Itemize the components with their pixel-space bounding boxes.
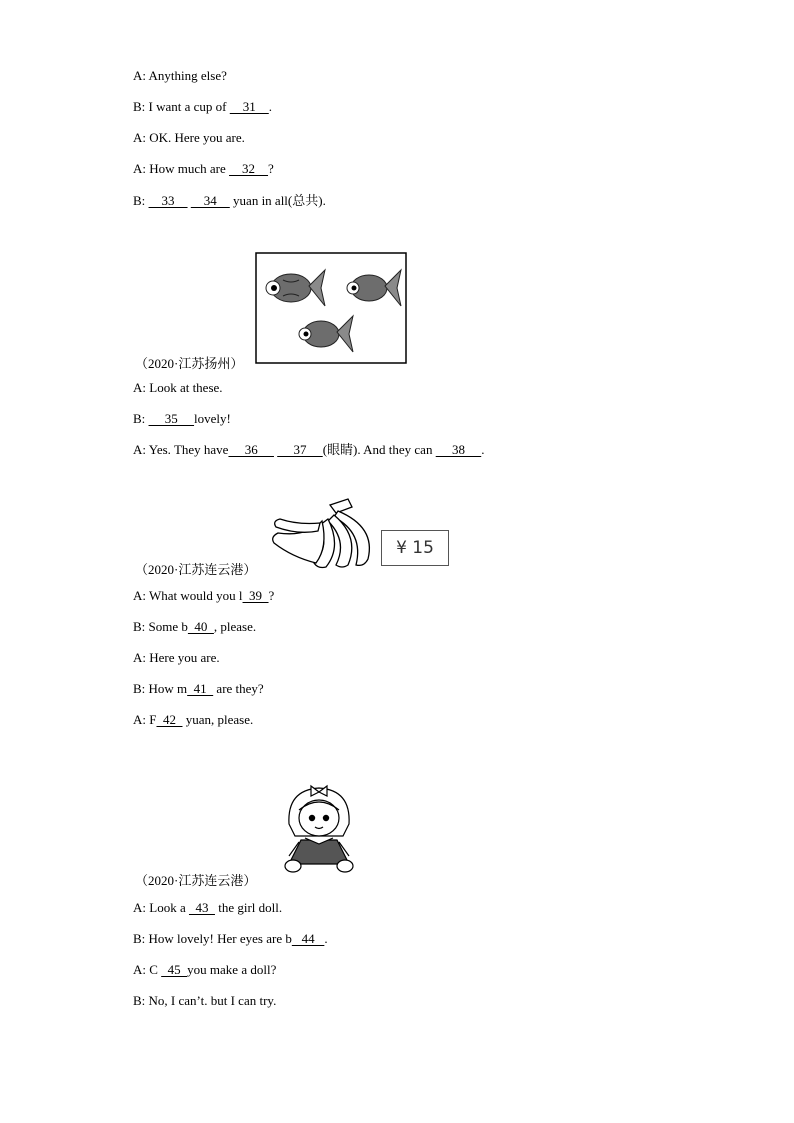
doll-icon <box>285 786 353 872</box>
answer-blank[interactable]: 39 <box>242 588 269 603</box>
dialog-line: B: 33 34 yuan in all(总共). <box>133 193 326 208</box>
dialog-line: A: Look a 43 the girl doll. <box>133 900 283 915</box>
dialog-line: A: How much are 32 ? <box>133 161 274 176</box>
dialog-line: B: How m 41 are they? <box>133 681 264 696</box>
dialog-line: B: No, I can’t. but I can try. <box>133 993 277 1008</box>
answer-blank[interactable]: 43 <box>188 900 215 915</box>
price-tag: ¥ 15 <box>381 530 449 566</box>
dialog-line: B: 35 lovely! <box>133 411 231 426</box>
source-label: （2020·江苏连云港） <box>135 562 257 577</box>
dialog-line: A: Here you are. <box>133 650 220 665</box>
dialog-line: A: What would you l 39 ? <box>133 588 275 603</box>
banana-bunch-picture <box>268 497 382 569</box>
dialog-line: B: Some b 40 , please. <box>133 619 257 634</box>
girl-doll-picture <box>283 780 355 876</box>
dialog-line: A: OK. Here you are. <box>133 130 245 145</box>
answer-blank[interactable]: 35 <box>148 411 195 426</box>
answer-blank[interactable]: 34 <box>190 193 230 208</box>
answer-blank[interactable]: 33 <box>148 193 188 208</box>
dialog-line: B: How lovely! Her eyes are b 44 . <box>133 931 328 946</box>
dialog-line: B: I want a cup of 31 . <box>133 99 273 114</box>
answer-blank[interactable]: 38 <box>435 442 482 457</box>
banana-icon <box>273 499 370 568</box>
source-label: （2020·江苏连云港） <box>135 873 257 888</box>
dialog-line: A: Yes. They have 36 37 (眼睛). And they can 38 . <box>133 442 485 457</box>
answer-blank[interactable]: 31 <box>229 99 269 114</box>
dialog-line: A: C 45 you make a doll? <box>133 962 277 977</box>
source-label: （2020·江苏扬州） <box>135 356 244 371</box>
answer-blank[interactable]: 32 <box>229 161 269 176</box>
answer-blank[interactable]: 45 <box>161 962 188 977</box>
answer-blank[interactable]: 41 <box>187 681 214 696</box>
answer-blank[interactable]: 36 <box>228 442 274 457</box>
answer-blank[interactable]: 40 <box>187 619 214 634</box>
dialog-line: A: F 42 yuan, please. <box>133 712 254 727</box>
answer-blank[interactable]: 42 <box>156 712 183 727</box>
dialog-line: A: Anything else? <box>133 68 227 83</box>
dialog-line: A: Look at these. <box>133 380 223 395</box>
answer-blank[interactable]: 37 <box>277 442 323 457</box>
answer-blank[interactable]: 44 <box>291 931 325 946</box>
goldfish-picture <box>255 252 407 364</box>
